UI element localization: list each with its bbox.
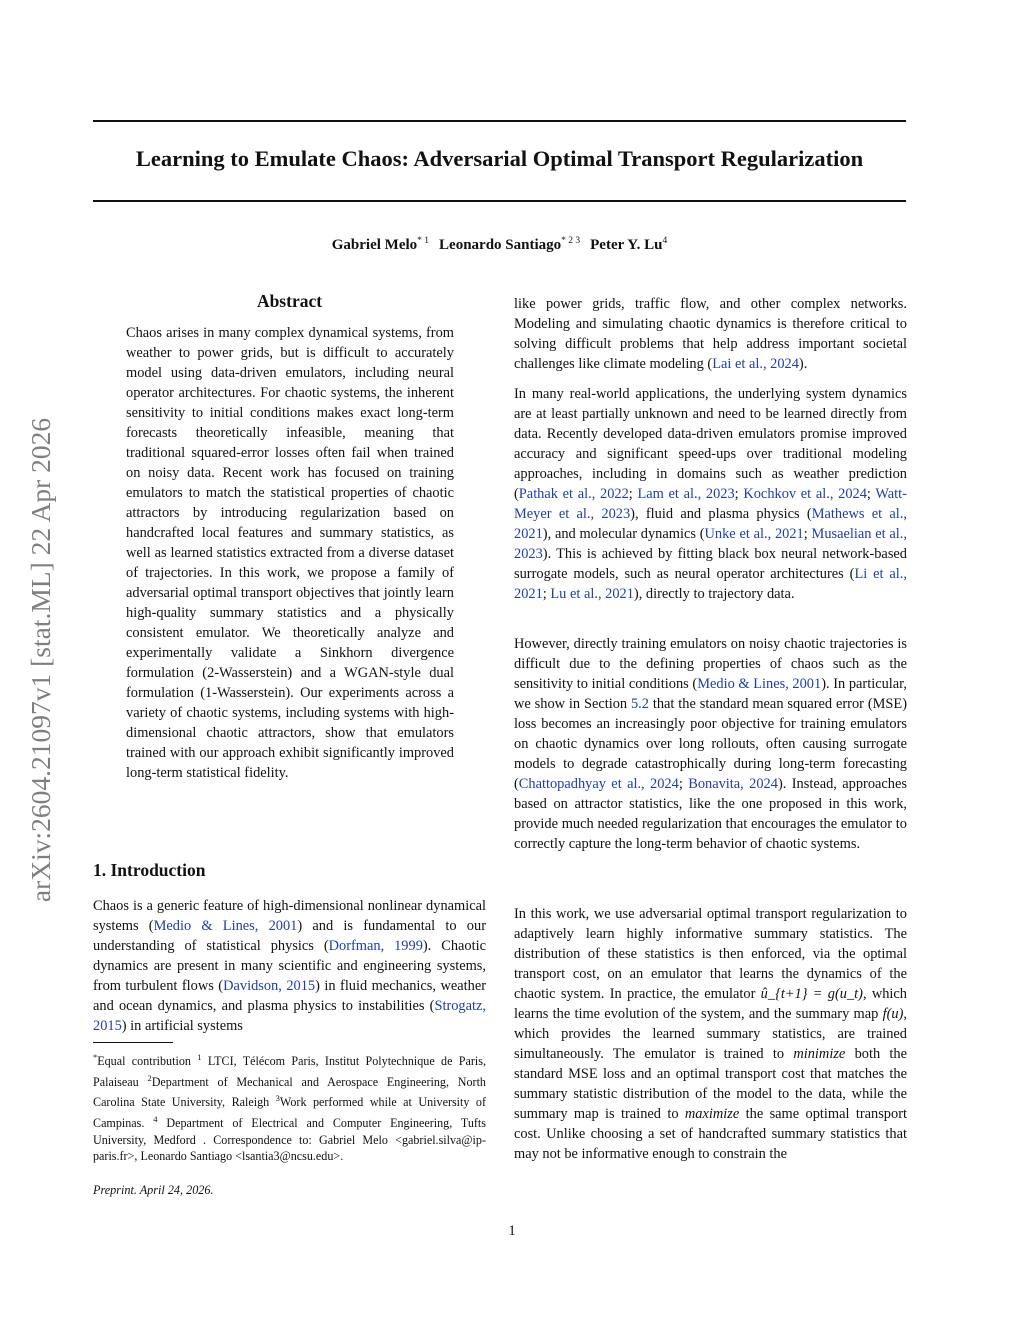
footnotes: *Equal contribution $^1$ LTCI, Télécom Paris, Institut Polytechnique de Paris, Palaiseau $^2$Department of Mechanical and Aerospace Engineering, North Carolina State University, Raleigh $^3$Work performed while at University of Campinas. $^4$ Department of Electrical and Computer Engineering, Tufts University, Medford . Correspondence to: Gabriel Melo <gabriel.silva@ip-paris.fr>, Leonardo Santiago <lsantia3@ncsu.edu>. bbox=[93, 1052, 487, 1164]
math-expression: û_{t+1} = g(u_t) bbox=[760, 986, 863, 1002]
footnote-rule bbox=[93, 1042, 173, 1043]
author-affiliation-marks: * 2 3 bbox=[561, 236, 581, 246]
author-name: Leonardo Santiago bbox=[439, 237, 562, 253]
paper-title: Learning to Emulate Chaos: Adversarial Optimal Transport Regularization bbox=[135, 146, 864, 171]
citation-link[interactable]: Kochkov et al., 2024 bbox=[743, 486, 867, 502]
citation-link[interactable]: Bonavita, 2024 bbox=[688, 776, 778, 792]
arxiv-identifier-stamp: arXiv:2604.21097v1 [stat.ML] 22 Apr 2026 bbox=[25, 417, 56, 903]
body-paragraph: However, directly training emulators on noisy chaotic trajectories is difficult due to the defining properties of chaos such as the sensitivity to initial conditions (Medio & Lines, 2001). In particular, we show in Section 5.2 that the standard mean squared error (MSE) loss becomes an increasingly poor objective for training emulators on chaotic dynamics over long rollouts, often causing surrogate models to degrade catastrophically during long-term forecasting (Chattopadhyay et al., 2024; Bonavita, 2024). Instead, approaches based on attractor statistics, like the one proposed in this work, provide much needed regularization that encourages the emulator to correctly capture the long-term behavior of chaotic systems. bbox=[514, 636, 907, 852]
introduction-heading: 1. Introduction bbox=[93, 860, 206, 880]
title-rule-top bbox=[93, 120, 906, 122]
citation-link[interactable]: Lam et al., 2023 bbox=[637, 486, 735, 502]
author-list bbox=[93, 236, 906, 254]
author-name: Gabriel Melo bbox=[331, 237, 418, 253]
citation-link[interactable]: Davidson, 2015 bbox=[223, 978, 316, 994]
citation-link[interactable]: Medio & Lines, 2001 bbox=[697, 676, 822, 692]
page-number: 1 bbox=[508, 1223, 516, 1239]
citation-link[interactable]: Musaelian et al., 2023 bbox=[514, 526, 907, 562]
author-name: Peter Y. Lu bbox=[590, 237, 663, 253]
citation-link[interactable]: Strogatz, 2015 bbox=[93, 998, 486, 1034]
citation-link[interactable]: Lai et al., 2024 bbox=[712, 356, 799, 372]
introduction-paragraph: Chaos is a generic feature of high-dimensional nonlinear dynamical systems (Medio & Lines, 2001) and is fundamental to our understanding of statistical physics (Dorfman, 1999). Chaotic dynamics are present in many scientific and engineering systems, from turbulent flows (Davidson, 2015) in fluid mechanics, weather and ocean dynamics, and plasma physics to instabilities (Strogatz, 2015) in artificial systems bbox=[93, 898, 487, 1034]
citation-link[interactable]: Li et al., 2021 bbox=[514, 566, 907, 602]
citation-link[interactable]: Lu et al., 2021 bbox=[550, 586, 634, 602]
math-expression: f(u) bbox=[882, 1006, 904, 1022]
author-affiliation-marks: 4 bbox=[662, 236, 668, 246]
citation-link[interactable]: Dorfman, 1999 bbox=[328, 938, 423, 954]
citation-link[interactable]: Watt-Meyer et al., 2023 bbox=[514, 486, 907, 522]
abstract-text: Chaos arises in many complex dynamical systems, from weather to power grids, but is difficult to accurately model using data-driven emulators, including neural operator architectures. For chaotic systems, the inherent sensitivity to initial conditions makes exact long-term forecasts theoretically infeasible, meaning that traditional squared-error losses often fail when trained on noisy data. Recent work has focused on training emulators to match the statistical properties of chaotic attractors by introducing regularization based on handcrafted local features and summary statistics, as well as learned statistics extracted from a diverse dataset of trajectories. In this work, we propose a family of adversarial optimal transport objectives that jointly learn high-quality summary statistics and a physically consistent emulator. We theoretically analyze and experimentally validate a Sinkhorn divergence formulation (2-Wasserstein) and a WGAN-style dual formulation (1-Wasserstein). Our experiments across a variety of chaotic systems, including systems with high-dimensional chaotic attractors, show that emulators trained with our approach exhibit significantly improved long-term statistical fidelity. bbox=[126, 325, 454, 781]
citation-link[interactable]: Medio & Lines, 2001 bbox=[153, 918, 298, 934]
citation-link[interactable]: Unke et al., 2021 bbox=[704, 526, 804, 542]
title-rule-bottom bbox=[93, 200, 906, 202]
preprint-note: Preprint. April 24, 2026. bbox=[93, 1183, 214, 1197]
body-paragraph: like power grids, traffic flow, and other complex networks. Modeling and simulating chaotic dynamics is therefore critical to solving difficult problems that help address important societal challenges like climate modeling (Lai et al., 2024). bbox=[514, 296, 907, 372]
citation-link[interactable]: Mathews et al., 2021 bbox=[514, 506, 907, 542]
citation-link[interactable]: Chattopadhyay et al., 2024 bbox=[518, 776, 679, 792]
body-paragraph: In many real-world applications, the underlying system dynamics are at least partially unknown and need to be learned directly from data. Recently developed data-driven emulators promise improved accuracy and significant speed-ups over traditional modeling approaches, including in domains such as weather prediction (Pathak et al., 2022; Lam et al., 2023; Kochkov et al., 2024; Watt-Meyer et al., 2023), fluid and plasma physics (Mathews et al., 2021), and molecular dynamics (Unke et al., 2021; Musaelian et al., 2023). This is achieved by fitting black box neural network-based surrogate models, such as neural operator architectures (Li et al., 2021; Lu et al., 2021), directly to trajectory data. bbox=[514, 386, 907, 602]
section-reference-link[interactable]: 5.2 bbox=[630, 696, 649, 712]
citation-link[interactable]: Pathak et al., 2022 bbox=[518, 486, 629, 502]
body-paragraph: In this work, we use adversarial optimal transport regularization to adaptively learn highly informative summary statistics. The distribution of these statistics is then enforced, via the optimal transport cost, on an emulator that learns the dynamics of the chaotic system. In practice, the emulator û_{t+1} = g(u_t), which learns the time evolution of the system, and the summary map f(u), which provides the learned summary statistics, are trained simultaneously. The emulator is trained to minimize both the standard MSE loss and an optimal transport cost that matches the summary statistic distribution of the model to the data, while the summary map is trained to maximize the same optimal transport cost. Unlike choosing a set of handcrafted summary statistics that may not be informative enough to constrain the bbox=[514, 906, 907, 1162]
author-affiliation-marks: * 1 bbox=[417, 236, 430, 246]
abstract-heading: Abstract bbox=[256, 291, 323, 311]
